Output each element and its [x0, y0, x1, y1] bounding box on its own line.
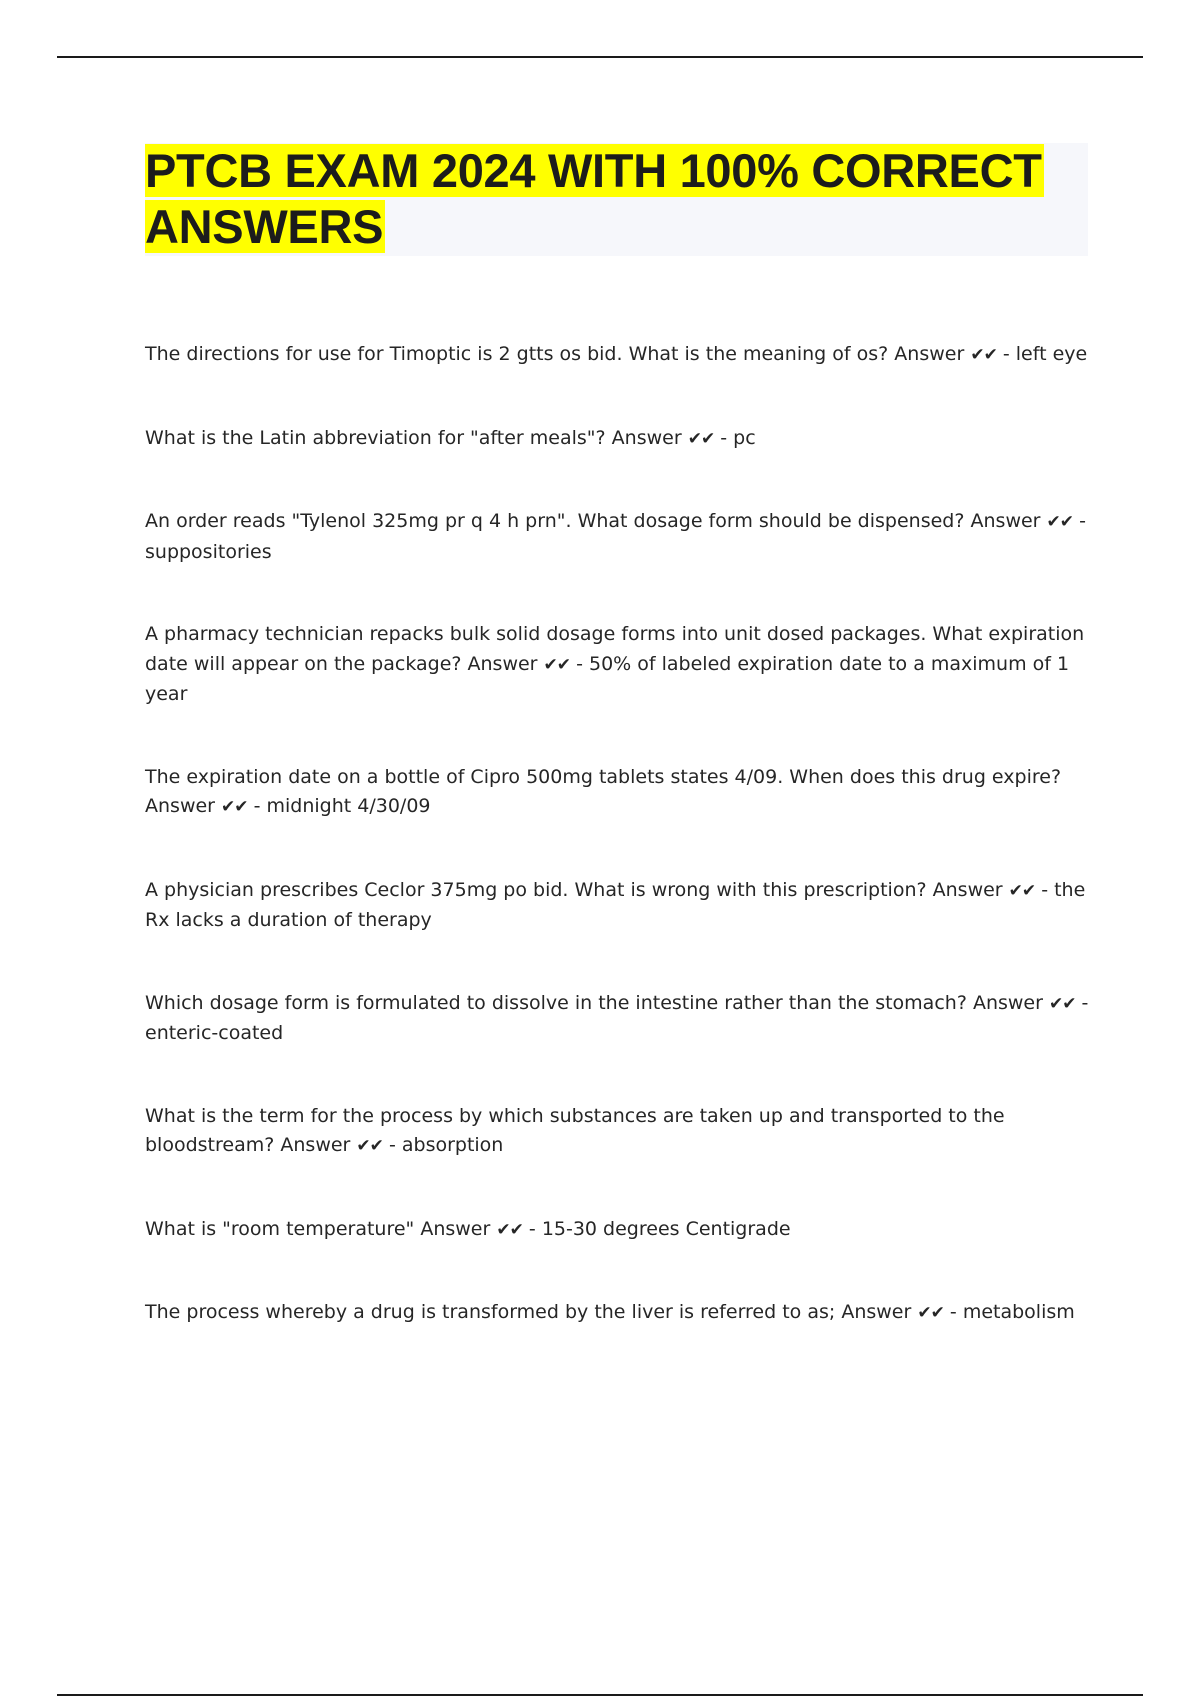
- answer-label: Answer: [841, 1301, 912, 1323]
- title-line-1: PTCB EXAM 2024 WITH 100% CORRECT: [145, 144, 1042, 197]
- answer-separator: -: [528, 1217, 536, 1240]
- question-text: What is the Latin abbreviation for "after meals"?: [145, 426, 606, 449]
- question-text: The expiration date on a bottle of Cipro 500mg tablets states 4/09. When does this drug expire?: [145, 765, 1062, 788]
- double-check-icon: ✔✔: [917, 1303, 944, 1323]
- question-text: What is "room temperature": [145, 1217, 415, 1240]
- qa-item: [145, 1215, 1095, 1246]
- double-check-icon: ✔✔: [1046, 512, 1074, 532]
- answer-text: midnight 4/30/09: [266, 795, 431, 817]
- double-check-icon: ✔✔: [1048, 993, 1076, 1014]
- answer-text: left eye: [1015, 343, 1088, 365]
- answer-label: Answer: [467, 652, 538, 675]
- bottom-rule: [57, 1694, 1143, 1696]
- answer-text: absorption: [401, 1134, 504, 1156]
- answer-text: enteric-coated: [145, 1022, 284, 1044]
- answer-label: Answer: [894, 343, 965, 365]
- answer-separator: -: [1041, 878, 1049, 901]
- answer-text: pc: [733, 426, 756, 449]
- double-check-icon: ✔✔: [221, 797, 248, 817]
- qa-item: [145, 620, 1095, 710]
- double-check-icon: ✔✔: [687, 428, 715, 449]
- answer-label: Answer: [972, 991, 1043, 1014]
- page-title: [145, 143, 1088, 255]
- answer-text: 15-30 degrees Centigrade: [541, 1217, 791, 1240]
- qa-item: [145, 1102, 1095, 1162]
- question-text: A pharmacy technician repacks bulk solid dosage forms into unit dosed packages. What expiration date will appear on the package?: [145, 623, 1085, 675]
- question-text: The directions for use for Timoptic is 2 gtts os bid. What is the meaning of os?: [145, 343, 889, 365]
- answer-separator: -: [1079, 510, 1086, 532]
- answer-label: Answer: [420, 1217, 491, 1240]
- question-text: A physician prescribes Ceclor 375mg po bid. What is wrong with this prescription?: [145, 878, 927, 901]
- qa-item: [145, 424, 1095, 455]
- title-block: [145, 143, 1088, 256]
- answer-text: 50% of labeled expiration date to a maximum of 1 year: [145, 652, 1070, 705]
- double-check-icon: ✔✔: [496, 1219, 523, 1240]
- question-text: The process whereby a drug is transformed by the liver is referred to as;: [145, 1301, 836, 1323]
- qa-item: [145, 340, 1095, 371]
- answer-label: Answer: [145, 795, 215, 817]
- answer-label: Answer: [280, 1134, 351, 1156]
- answer-label: Answer: [970, 510, 1041, 532]
- double-check-icon: ✔✔: [1008, 880, 1036, 901]
- double-check-icon: ✔✔: [356, 1136, 383, 1156]
- answer-text: metabolism: [962, 1301, 1075, 1323]
- answer-separator: -: [1081, 991, 1089, 1014]
- answer-separator: -: [388, 1134, 396, 1156]
- answer-separator: -: [1002, 343, 1010, 365]
- double-check-icon: ✔✔: [970, 345, 997, 365]
- double-check-icon: ✔✔: [543, 654, 571, 675]
- qa-list: [145, 340, 1095, 1329]
- question-text: What is the term for the process by which substances are taken up and transported to the bloodstream?: [145, 1104, 1005, 1156]
- answer-label: Answer: [932, 878, 1003, 901]
- answer-text: the Rx lacks a duration of therapy: [145, 878, 1086, 931]
- answer-separator: -: [576, 652, 583, 675]
- top-rule: [57, 56, 1143, 58]
- qa-item: [145, 763, 1095, 823]
- answer-separator: -: [720, 426, 728, 449]
- answer-label: Answer: [611, 426, 682, 449]
- qa-item: [145, 876, 1095, 936]
- qa-item: [145, 1298, 1095, 1329]
- answer-text: suppositories: [145, 540, 272, 563]
- qa-item: [145, 989, 1095, 1049]
- answer-separator: -: [253, 795, 261, 817]
- answer-separator: -: [949, 1301, 957, 1323]
- title-line-2: ANSWERS: [145, 200, 384, 253]
- question-text: An order reads "Tylenol 325mg pr q 4 h prn". What dosage form should be dispensed?: [145, 510, 965, 532]
- qa-item: [145, 507, 1095, 567]
- question-text: Which dosage form is formulated to dissolve in the intestine rather than the stomach?: [145, 991, 967, 1014]
